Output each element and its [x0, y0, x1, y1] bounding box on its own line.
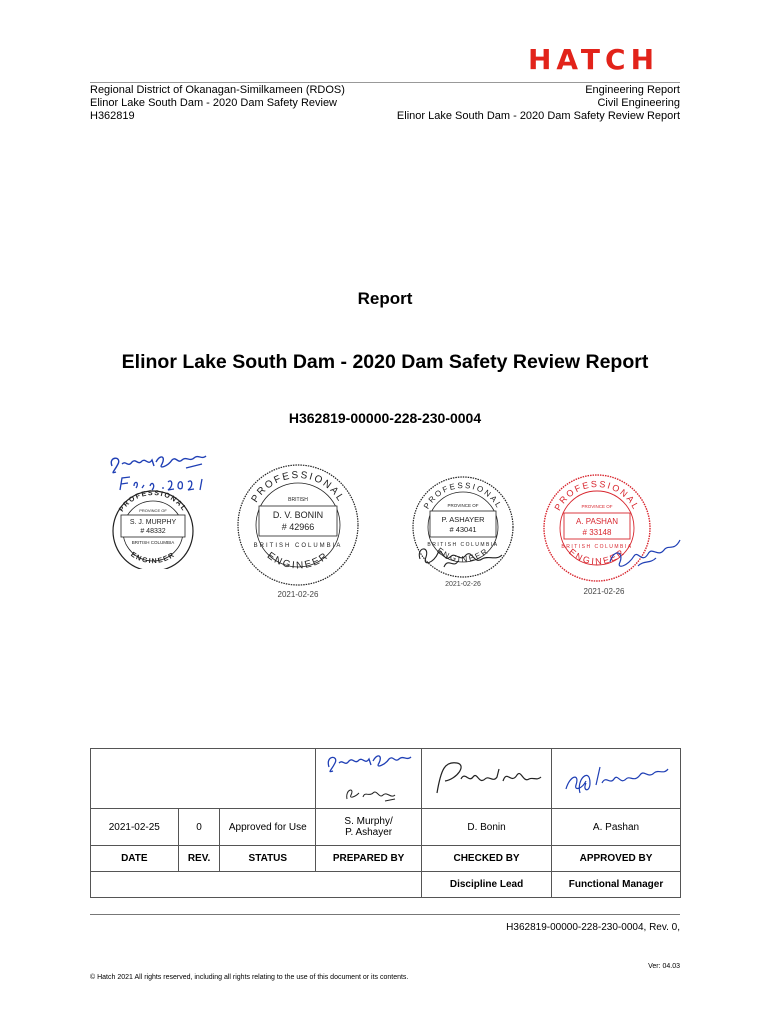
signature-approved-cell	[552, 749, 681, 809]
header-report-title: Elinor Lake South Dam - 2020 Dam Safety Review Report	[396, 110, 680, 122]
footer-version: Ver: 04.03	[648, 963, 680, 970]
header-rev: REV.	[178, 846, 220, 872]
ashayer-seal-top-text: PROFESSIONAL	[421, 480, 505, 511]
footer-copyright: © Hatch 2021 All rights reserved, including all rights relating to the use of this document or its contents.	[90, 974, 409, 981]
murphy-seal-region: BRITISH COLUMBIA	[131, 540, 175, 545]
bonin-seal-bottom-text: ENGINEER	[264, 550, 332, 572]
header-right	[397, 84, 680, 123]
ashayer-seal-region: BRITISH COLUMBIA	[427, 542, 499, 548]
cell-rev: 0	[178, 809, 220, 846]
header-status: STATUS	[220, 846, 316, 872]
header-client: Regional District of Okanagan-Similkameen (RDOS)	[90, 84, 345, 96]
ashayer-seal-number: # 43041	[449, 525, 477, 534]
revision-header-row	[91, 846, 681, 872]
role-discipline-lead: Discipline Lead	[422, 872, 552, 898]
pashan-seal-region: BRITISH COLUMBIA	[561, 544, 633, 550]
murphy-seal-province: PROVINCE OF	[139, 508, 167, 513]
header-report-type: Engineering Report	[585, 84, 680, 96]
revision-table	[90, 748, 681, 898]
footer-rule	[90, 914, 680, 915]
cell-prepared-by	[316, 809, 422, 846]
murphy-seal-top-text: PROFESSIONAL	[118, 489, 188, 514]
role-row	[91, 872, 681, 898]
cell-approved-by: A. Pashan	[552, 809, 681, 846]
ashayer-seal-date: 2021-02-26	[445, 581, 481, 588]
bonin-seal	[233, 455, 363, 601]
pashan-seal-province: PROVINCE OF	[581, 504, 613, 509]
murphy-seal	[103, 487, 203, 569]
bonin-seal-date: 2021-02-26	[277, 590, 319, 599]
ashayer-seal-bottom-text: ENGINEER	[435, 545, 491, 564]
revision-data-row	[91, 809, 681, 846]
bonin-seal-number: # 42966	[281, 522, 315, 532]
ashayer-seal-province: PROVINCE OF	[447, 503, 479, 508]
pashan-signature	[556, 749, 676, 805]
pashan-seal-number: # 33148	[582, 528, 612, 537]
pashan-seal-bottom-text: ENGINEER	[567, 546, 627, 567]
header-discipline: Civil Engineering	[597, 97, 680, 109]
footer-doc-revision: H362819-00000-228-230-0004, Rev. 0,	[506, 922, 680, 933]
svg-text:ENGINEER	[265, 550, 331, 571]
murphy-seal-name: S. J. MURPHY	[129, 519, 177, 526]
header-checked-by: CHECKED BY	[422, 846, 552, 872]
bonin-seal-province: BRITISH	[288, 497, 308, 503]
pashan-seal-top-text: PROFESSIONAL	[552, 478, 642, 513]
bonin-seal-name: D. V. BONIN	[272, 510, 324, 520]
pashan-seal-name: A. PASHAN	[575, 517, 619, 526]
cell-status: Approved for Use	[220, 809, 316, 846]
ashayer-seal-name: P. ASHAYER	[441, 515, 485, 524]
ashayer-seal	[408, 467, 518, 589]
document-title: Elinor Lake South Dam - 2020 Dam Safety Review Report	[121, 351, 649, 373]
svg-text:ENGINEER	[129, 551, 177, 565]
murphy-seal-number: # 48332	[140, 528, 166, 535]
header-approved-by: APPROVED BY	[552, 846, 681, 872]
murphy-ashayer-signature	[321, 749, 417, 805]
signature-row	[91, 749, 681, 809]
header-project: Elinor Lake South Dam - 2020 Dam Safety Review	[90, 97, 338, 109]
header-left	[90, 84, 345, 123]
cell-date: 2021-02-25	[91, 809, 179, 846]
role-functional-manager: Functional Manager	[552, 872, 681, 898]
signature-prepared-cell	[316, 749, 422, 809]
pashan-seal	[540, 466, 690, 596]
murphy-seal-bottom-text: ENGINEER	[129, 551, 177, 566]
report-label: Report	[357, 289, 413, 308]
signature-checked-cell	[422, 749, 552, 809]
pashan-seal-date: 2021-02-26	[583, 587, 625, 596]
header-prepared-by: PREPARED BY	[316, 846, 422, 872]
header-project-number: H362819	[90, 110, 135, 122]
bonin-signature	[427, 749, 547, 805]
header-date: DATE	[91, 846, 179, 872]
prepared-by-line-1: S. Murphy/	[344, 816, 393, 827]
header-rule	[90, 82, 680, 83]
document-number: H362819-00000-228-230-0004	[288, 410, 482, 426]
bonin-seal-top-text: PROFESSIONAL	[249, 469, 347, 505]
cell-checked-by: D. Bonin	[422, 809, 552, 846]
prepared-by-line-2: P. Ashayer	[345, 827, 393, 838]
hatch-logo: HATCH	[528, 43, 660, 76]
bonin-seal-region: BRITISH COLUMBIA	[253, 543, 343, 549]
